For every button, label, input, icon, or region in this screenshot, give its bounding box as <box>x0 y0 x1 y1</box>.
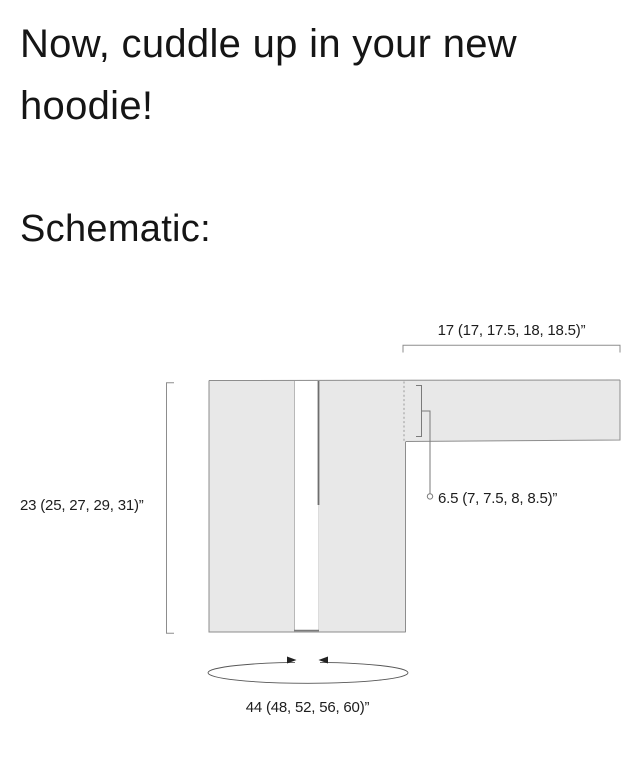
circumference-loop-gap <box>295 661 320 668</box>
sleeve-panel <box>406 380 621 442</box>
body-length-label: 23 (25, 27, 29, 31)” <box>20 497 144 514</box>
body-length-bracket <box>167 383 175 634</box>
section-label: Schematic: <box>20 208 211 250</box>
sleeve-length-bracket <box>403 345 620 352</box>
sleeve-length-label: 17 (17, 17.5, 18, 18.5)” <box>437 322 586 339</box>
chest-circumference-label: 44 (48, 52, 56, 60)” <box>245 699 370 716</box>
heading-line-1: Now, cuddle up in your new <box>20 22 517 66</box>
front-opening <box>295 381 319 632</box>
heading-line-2: hoodie! <box>20 84 154 128</box>
armhole-depth-label: 6.5 (7, 7.5, 8, 8.5)” <box>438 490 558 507</box>
armhole-callout-circle <box>427 494 432 499</box>
